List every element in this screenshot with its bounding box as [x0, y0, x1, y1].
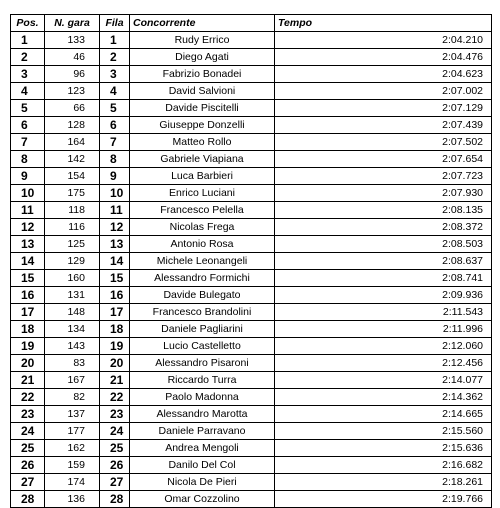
- time-cell: 2:04.476: [275, 49, 492, 66]
- race-number-cell: 143: [45, 338, 100, 355]
- time-cell: 2:18.261: [275, 474, 492, 491]
- competitor-cell: Luca Barbieri: [130, 168, 275, 185]
- time-cell: 2:07.654: [275, 151, 492, 168]
- position-cell: 3: [11, 66, 45, 83]
- position-cell: 4: [11, 83, 45, 100]
- competitor-cell: Matteo Rollo: [130, 134, 275, 151]
- race-number-cell: 174: [45, 474, 100, 491]
- time-cell: 2:16.682: [275, 457, 492, 474]
- table-row: [11, 83, 492, 100]
- competitor-cell: Omar Cozzolino: [130, 491, 275, 508]
- race-number-cell: 160: [45, 270, 100, 287]
- time-cell: 2:07.930: [275, 185, 492, 202]
- row-number-cell: 21: [100, 372, 130, 389]
- competitor-cell: Daniele Parravano: [130, 423, 275, 440]
- competitor-cell: Riccardo Turra: [130, 372, 275, 389]
- row-number-cell: 3: [100, 66, 130, 83]
- competitor-cell: Enrico Luciani: [130, 185, 275, 202]
- row-number-cell: 25: [100, 440, 130, 457]
- time-cell: 2:14.665: [275, 406, 492, 423]
- position-cell: 17: [11, 304, 45, 321]
- table-row: [11, 423, 492, 440]
- time-cell: 2:07.439: [275, 117, 492, 134]
- time-cell: 2:14.077: [275, 372, 492, 389]
- competitor-cell: Giuseppe Donzelli: [130, 117, 275, 134]
- table-row: [11, 457, 492, 474]
- row-number-cell: 2: [100, 49, 130, 66]
- table-row: [11, 389, 492, 406]
- competitor-cell: Gabriele Viapiana: [130, 151, 275, 168]
- time-cell: 2:04.210: [275, 32, 492, 49]
- table-row: [11, 202, 492, 219]
- position-cell: 23: [11, 406, 45, 423]
- race-number-cell: 125: [45, 236, 100, 253]
- table-row: [11, 117, 492, 134]
- position-cell: 27: [11, 474, 45, 491]
- competitor-cell: Daniele Pagliarini: [130, 321, 275, 338]
- table-row: [11, 406, 492, 423]
- time-cell: 2:08.135: [275, 202, 492, 219]
- race-number-cell: 46: [45, 49, 100, 66]
- competitor-cell: Alessandro Marotta: [130, 406, 275, 423]
- position-cell: 7: [11, 134, 45, 151]
- time-cell: 2:15.636: [275, 440, 492, 457]
- table-row: [11, 185, 492, 202]
- position-cell: 15: [11, 270, 45, 287]
- competitor-cell: Francesco Brandolini: [130, 304, 275, 321]
- time-cell: 2:11.996: [275, 321, 492, 338]
- race-number-cell: 134: [45, 321, 100, 338]
- row-number-cell: 18: [100, 321, 130, 338]
- time-cell: 2:09.936: [275, 287, 492, 304]
- row-number-cell: 16: [100, 287, 130, 304]
- race-number-cell: 167: [45, 372, 100, 389]
- race-number-cell: 154: [45, 168, 100, 185]
- table-row: [11, 491, 492, 508]
- time-cell: 2:08.503: [275, 236, 492, 253]
- position-cell: 12: [11, 219, 45, 236]
- table-row: [11, 304, 492, 321]
- row-number-cell: 1: [100, 32, 130, 49]
- race-number-cell: 162: [45, 440, 100, 457]
- time-cell: 2:12.456: [275, 355, 492, 372]
- competitor-cell: Andrea Mengoli: [130, 440, 275, 457]
- row-number-cell: 4: [100, 83, 130, 100]
- competitor-cell: Fabrizio Bonadei: [130, 66, 275, 83]
- position-cell: 26: [11, 457, 45, 474]
- time-cell: 2:08.637: [275, 253, 492, 270]
- race-number-cell: 116: [45, 219, 100, 236]
- row-number-cell: 20: [100, 355, 130, 372]
- race-number-cell: 136: [45, 491, 100, 508]
- position-cell: 8: [11, 151, 45, 168]
- race-number-cell: 128: [45, 117, 100, 134]
- position-cell: 25: [11, 440, 45, 457]
- race-number-cell: 159: [45, 457, 100, 474]
- position-cell: 1: [11, 32, 45, 49]
- table-row: [11, 66, 492, 83]
- row-number-cell: 9: [100, 168, 130, 185]
- row-number-cell: 17: [100, 304, 130, 321]
- race-number-cell: 96: [45, 66, 100, 83]
- race-number-cell: 129: [45, 253, 100, 270]
- race-number-cell: 142: [45, 151, 100, 168]
- position-cell: 24: [11, 423, 45, 440]
- table-row: [11, 287, 492, 304]
- race-number-cell: 133: [45, 32, 100, 49]
- competitor-cell: Davide Piscitelli: [130, 100, 275, 117]
- competitor-cell: Diego Agati: [130, 49, 275, 66]
- position-cell: 20: [11, 355, 45, 372]
- race-number-cell: 177: [45, 423, 100, 440]
- row-number-cell: 8: [100, 151, 130, 168]
- table-row: [11, 100, 492, 117]
- row-number-cell: 12: [100, 219, 130, 236]
- position-cell: 22: [11, 389, 45, 406]
- time-cell: 2:07.723: [275, 168, 492, 185]
- row-number-cell: 15: [100, 270, 130, 287]
- row-number-cell: 23: [100, 406, 130, 423]
- competitor-cell: Michele Leonangeli: [130, 253, 275, 270]
- competitor-cell: Paolo Madonna: [130, 389, 275, 406]
- time-cell: 2:12.060: [275, 338, 492, 355]
- row-number-cell: 19: [100, 338, 130, 355]
- time-cell: 2:15.560: [275, 423, 492, 440]
- table-row: [11, 49, 492, 66]
- position-cell: 14: [11, 253, 45, 270]
- table-row: [11, 32, 492, 49]
- competitor-cell: Davide Bulegato: [130, 287, 275, 304]
- competitor-cell: Antonio Rosa: [130, 236, 275, 253]
- row-number-cell: 7: [100, 134, 130, 151]
- row-number-cell: 26: [100, 457, 130, 474]
- position-cell: 10: [11, 185, 45, 202]
- header-race-number: N. gara: [45, 15, 100, 32]
- race-number-cell: 164: [45, 134, 100, 151]
- row-number-cell: 11: [100, 202, 130, 219]
- competitor-cell: Lucio Castelletto: [130, 338, 275, 355]
- table-row: [11, 338, 492, 355]
- time-cell: 2:08.372: [275, 219, 492, 236]
- competitor-cell: Francesco Pelella: [130, 202, 275, 219]
- results-table: [10, 14, 492, 508]
- table-row: [11, 236, 492, 253]
- position-cell: 5: [11, 100, 45, 117]
- position-cell: 9: [11, 168, 45, 185]
- competitor-cell: Rudy Errico: [130, 32, 275, 49]
- table-row: [11, 440, 492, 457]
- table-row: [11, 219, 492, 236]
- table-row: [11, 321, 492, 338]
- table-row: [11, 474, 492, 491]
- race-number-cell: 137: [45, 406, 100, 423]
- table-row: [11, 270, 492, 287]
- race-number-cell: 66: [45, 100, 100, 117]
- time-cell: 2:11.543: [275, 304, 492, 321]
- header-row: [11, 15, 492, 32]
- competitor-cell: David Salvioni: [130, 83, 275, 100]
- row-number-cell: 27: [100, 474, 130, 491]
- time-cell: 2:04.623: [275, 66, 492, 83]
- race-number-cell: 118: [45, 202, 100, 219]
- row-number-cell: 13: [100, 236, 130, 253]
- table-row: [11, 355, 492, 372]
- time-cell: 2:19.766: [275, 491, 492, 508]
- header-competitor: Concorrente: [130, 15, 275, 32]
- row-number-cell: 10: [100, 185, 130, 202]
- time-cell: 2:07.502: [275, 134, 492, 151]
- row-number-cell: 24: [100, 423, 130, 440]
- row-number-cell: 6: [100, 117, 130, 134]
- position-cell: 6: [11, 117, 45, 134]
- table-row: [11, 151, 492, 168]
- row-number-cell: 14: [100, 253, 130, 270]
- time-cell: 2:07.002: [275, 83, 492, 100]
- results-sheet: [10, 14, 492, 508]
- row-number-cell: 22: [100, 389, 130, 406]
- race-number-cell: 123: [45, 83, 100, 100]
- race-number-cell: 82: [45, 389, 100, 406]
- table-row: [11, 134, 492, 151]
- position-cell: 28: [11, 491, 45, 508]
- race-number-cell: 175: [45, 185, 100, 202]
- row-number-cell: 28: [100, 491, 130, 508]
- position-cell: 21: [11, 372, 45, 389]
- competitor-cell: Danilo Del Col: [130, 457, 275, 474]
- competitor-cell: Alessandro Formichi: [130, 270, 275, 287]
- competitor-cell: Nicolas Frega: [130, 219, 275, 236]
- header-position: Pos.: [11, 15, 45, 32]
- position-cell: 11: [11, 202, 45, 219]
- position-cell: 19: [11, 338, 45, 355]
- header-time: Tempo: [275, 15, 492, 32]
- row-number-cell: 5: [100, 100, 130, 117]
- position-cell: 18: [11, 321, 45, 338]
- time-cell: 2:08.741: [275, 270, 492, 287]
- position-cell: 13: [11, 236, 45, 253]
- results-body: [11, 32, 492, 508]
- time-cell: 2:14.362: [275, 389, 492, 406]
- competitor-cell: Alessandro Pisaroni: [130, 355, 275, 372]
- position-cell: 16: [11, 287, 45, 304]
- table-row: [11, 253, 492, 270]
- race-number-cell: 131: [45, 287, 100, 304]
- race-number-cell: 83: [45, 355, 100, 372]
- competitor-cell: Nicola De Pieri: [130, 474, 275, 491]
- header-row-number: Fila: [100, 15, 130, 32]
- time-cell: 2:07.129: [275, 100, 492, 117]
- table-row: [11, 372, 492, 389]
- position-cell: 2: [11, 49, 45, 66]
- table-row: [11, 168, 492, 185]
- race-number-cell: 148: [45, 304, 100, 321]
